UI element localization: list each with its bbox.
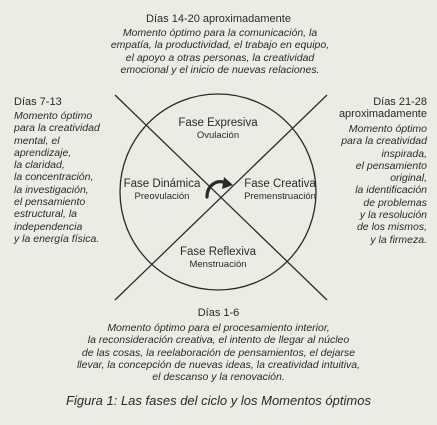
- left-phase-description: [14, 110, 124, 245]
- desc-line: original,: [390, 172, 427, 185]
- phase-subtitle: Menstruación: [189, 259, 247, 270]
- desc-line: y la energía física.: [14, 232, 100, 245]
- desc-line: de problemas: [363, 196, 427, 209]
- desc-line: independencia: [14, 220, 83, 233]
- desc-line: para la creatividad: [341, 135, 427, 148]
- bottom-phase-days: Días 1-6: [197, 307, 240, 319]
- range-line: Días 21-28: [373, 96, 427, 108]
- desc-line: Momento óptimo: [14, 110, 93, 122]
- desc-line: estructural, la: [14, 208, 78, 221]
- phase-name: Fase Reflexiva: [179, 246, 257, 258]
- desc-line: y la resolución: [359, 209, 427, 222]
- desc-line: la identificación: [355, 184, 427, 197]
- top-phase-days: Días 14-20 aproximadamente: [146, 13, 291, 25]
- right-phase-description: [307, 123, 427, 246]
- phase-dinamica: [120, 178, 204, 202]
- desc-line: Momento óptimo para la comunicación, la: [122, 27, 318, 39]
- desc-line: Momento óptimo: [348, 123, 427, 135]
- bottom-phase-description: [40, 322, 397, 383]
- figure-caption: Figura 1: Las fases del ciclo y los Momentos óptimos: [66, 393, 371, 408]
- desc-line: para la creatividad: [14, 122, 100, 135]
- phase-name: Fase Creativa: [244, 178, 316, 190]
- desc-line: empatía, la productividad, el trabajo en equipo,: [110, 39, 330, 52]
- right-phase-days: [287, 96, 427, 121]
- phase-subtitle: Premenstruación: [244, 191, 316, 202]
- phase-name: Fase Dinámica: [123, 178, 201, 190]
- desc-line: Momento óptimo para el procesamiento interior,: [107, 322, 330, 334]
- desc-line: emocional y el inicio de nuevas relaciones.: [120, 63, 320, 76]
- desc-line: y la firmeza.: [370, 233, 427, 246]
- left-phase-days: Días 7-13: [14, 96, 62, 108]
- phase-name: Fase Expresiva: [178, 117, 258, 129]
- range-line: aproximadamente: [338, 108, 427, 121]
- desc-line: mental, el: [14, 134, 60, 147]
- desc-line: el pensamiento: [14, 196, 86, 209]
- desc-line: aprendizaje,: [14, 146, 72, 159]
- desc-line: llevar, la concepción de nuevas ideas, la creatividad intuitiva,: [76, 358, 361, 371]
- desc-line: la reconsideración creativa, el intento de llegar al núcleo: [87, 334, 350, 347]
- phase-creativa: [235, 178, 325, 202]
- desc-line: inspirada,: [381, 147, 427, 160]
- phase-reflexiva: [168, 246, 268, 270]
- desc-line: el apoyo a otras personas, la creatividad: [125, 51, 315, 64]
- top-phase-description: [90, 27, 350, 76]
- phase-subtitle: Preovulación: [134, 191, 190, 202]
- desc-line: la claridad,: [14, 159, 65, 172]
- desc-line: el descanso y la renovación.: [152, 371, 285, 384]
- phase-subtitle: Ovulación: [196, 130, 240, 141]
- phase-expresiva: [168, 117, 268, 141]
- desc-line: la concentración,: [14, 171, 94, 184]
- desc-line: de las cosas, la reelaboración de pensamientos, el dejarse: [81, 346, 356, 359]
- desc-line: el pensamiento: [355, 159, 427, 172]
- curved-arrow-icon: [207, 177, 233, 197]
- desc-line: de los mismos,: [356, 221, 427, 234]
- desc-line: la investigación,: [14, 183, 89, 196]
